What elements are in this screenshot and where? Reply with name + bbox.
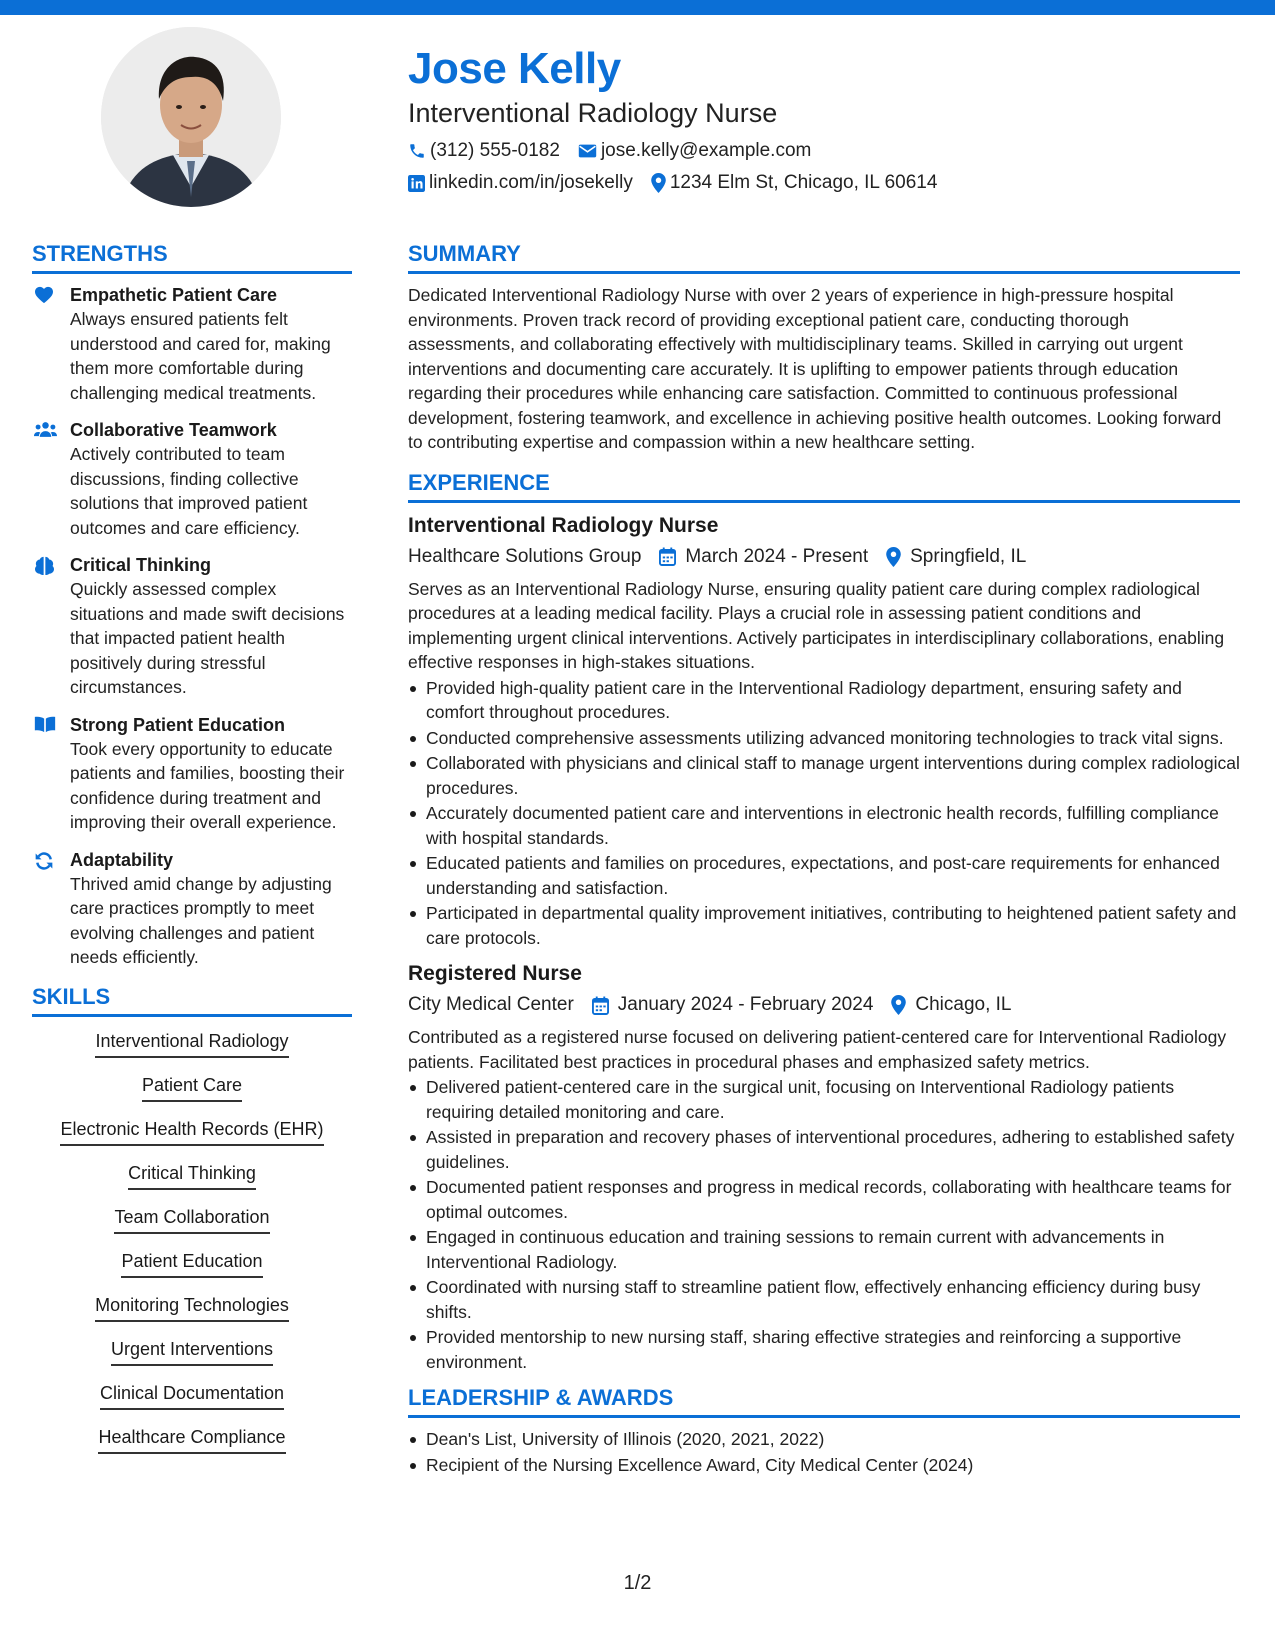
job-location-text: Springfield, IL xyxy=(910,545,1027,567)
skill-tag: Clinical Documentation xyxy=(100,1381,284,1410)
job-company: City Medical Center xyxy=(408,994,574,1015)
strength-title: Collaborative Teamwork xyxy=(70,420,277,440)
strengths-section xyxy=(32,240,352,970)
skill-tag: Team Collaboration xyxy=(114,1205,269,1234)
strength-title: Empathetic Patient Care xyxy=(70,285,278,305)
skill-tag: Monitoring Technologies xyxy=(95,1293,289,1322)
job-title: Interventional Radiology Nurse xyxy=(408,513,719,537)
job-dates xyxy=(659,543,868,571)
job-description: Contributed as a registered nurse focused on delivering patient-centered care for Interventional Radiology patients. Facilitated best practices in procedural phases and emphasized safety metrics. xyxy=(408,1027,1227,1072)
skills-section xyxy=(32,983,352,1469)
strength-title: Adaptability xyxy=(70,849,174,870)
linkedin-text: linkedin.com/in/josekelly xyxy=(429,172,633,193)
job-dates xyxy=(592,991,874,1019)
heart-icon xyxy=(32,283,70,405)
candidate-name: Jose Kelly xyxy=(408,44,621,93)
skill-tag: Healthcare Compliance xyxy=(98,1425,285,1454)
job-bullet: Collaborated with physicians and clinical staff to manage urgent interventions during complex radiological procedures. xyxy=(408,751,1240,800)
email-text: jose.kelly@example.com xyxy=(600,140,812,161)
right-column xyxy=(408,240,1240,1477)
job-location xyxy=(886,543,1026,571)
strength-title: Critical Thinking xyxy=(70,555,212,575)
resume-header xyxy=(408,42,1238,195)
skill-tag: Patient Education xyxy=(121,1249,262,1278)
calendar-icon xyxy=(659,547,676,566)
experience-section xyxy=(408,469,1240,1375)
strengths-heading: STRENGTHS xyxy=(32,240,352,274)
skill-list xyxy=(32,1029,352,1469)
skill-tag: Critical Thinking xyxy=(128,1161,256,1190)
strength-description: Quickly assessed complex situations and made swift decisions that impacted patient health positively during stressful circumstances. xyxy=(70,579,345,697)
award-item: Recipient of the Nursing Excellence Award, City Medical Center (2024) xyxy=(408,1453,1240,1478)
strength-item xyxy=(32,283,352,405)
page-number: 1/2 xyxy=(623,1572,652,1594)
job-dates-text: January 2024 - February 2024 xyxy=(617,994,874,1015)
candidate-title: Interventional Radiology Nurse xyxy=(408,98,778,128)
skill-tag: Urgent Interventions xyxy=(111,1337,273,1366)
book-icon xyxy=(32,713,70,835)
location-pin-icon xyxy=(651,173,666,193)
phone-text: (312) 555-0182 xyxy=(430,140,560,161)
job-location-text: Chicago, IL xyxy=(915,994,1012,1015)
strength-description: Always ensured patients felt understood and cared for, making them more comfortable during challenging medical treatments. xyxy=(70,309,331,403)
job-bullet: Assisted in preparation and recovery phases of interventional procedures, adhering to established safety guidelines. xyxy=(408,1125,1240,1174)
contact-row-2 xyxy=(408,171,1238,195)
job-bullet: Provided high-quality patient care in the Interventional Radiology department, ensuring safety and comfort throughout procedures. xyxy=(408,676,1240,725)
strength-title: Strong Patient Education xyxy=(70,714,286,735)
job-meta xyxy=(408,543,1240,571)
address-text: 1234 Elm St, Chicago, IL 60614 xyxy=(669,172,938,193)
strength-description: Took every opportunity to educate patients and families, boosting their confidence during treatment and improving their overall experience. xyxy=(70,738,345,832)
job-entry xyxy=(408,512,1240,951)
strength-item xyxy=(32,418,352,540)
job-bullet: Engaged in continuous education and training sessions to remain current with advancements in Interventional Radiology. xyxy=(408,1225,1240,1274)
job-bullets xyxy=(408,676,1240,951)
skill-tag: Electronic Health Records (EHR) xyxy=(60,1117,323,1146)
job-bullet: Educated patients and families on procedures, expectations, and post-care requirements for enhanced understanding and satisfaction. xyxy=(408,851,1240,900)
strength-item xyxy=(32,848,352,970)
phone-icon xyxy=(408,142,426,160)
experience-heading: EXPERIENCE xyxy=(408,469,1240,503)
job-entry xyxy=(408,960,1240,1374)
profile-photo xyxy=(101,27,281,207)
envelope-icon xyxy=(578,143,597,159)
job-bullets xyxy=(408,1075,1240,1374)
job-bullet: Provided mentorship to new nursing staff, sharing effective strategies and reinforcing a supportive environment. xyxy=(408,1325,1240,1374)
job-meta xyxy=(408,991,1240,1019)
top-accent-bar xyxy=(0,0,1275,15)
awards-heading: LEADERSHIP & AWARDS xyxy=(408,1384,1240,1418)
address-contact xyxy=(651,171,938,195)
job-dates-text: March 2024 - Present xyxy=(685,545,869,567)
awards-section xyxy=(408,1384,1240,1477)
linkedin-icon xyxy=(408,175,425,192)
skill-tag: Patient Care xyxy=(142,1073,242,1102)
phone-contact[interactable] xyxy=(408,139,560,163)
strength-item xyxy=(32,553,352,700)
strength-item xyxy=(32,713,352,835)
brain-icon xyxy=(32,553,70,700)
calendar-icon xyxy=(592,996,609,1015)
summary-section xyxy=(408,240,1240,455)
job-bullet: Conducted comprehensive assessments utilizing advanced monitoring technologies to track vital signs. xyxy=(408,726,1240,751)
job-title: Registered Nurse xyxy=(408,962,582,985)
awards-list xyxy=(408,1427,1240,1477)
job-bullet: Participated in departmental quality improvement initiatives, contributing to heightened patient safety and care protocols. xyxy=(408,901,1240,950)
email-contact[interactable] xyxy=(578,139,811,163)
job-bullet: Delivered patient-centered care in the surgical unit, focusing on Interventional Radiology patients requiring detailed monitoring and care. xyxy=(408,1075,1240,1124)
award-item: Dean's List, University of Illinois (2020, 2021, 2022) xyxy=(408,1427,1240,1452)
skills-heading: SKILLS xyxy=(32,983,352,1017)
location-pin-icon xyxy=(886,547,901,567)
job-description: Serves as an Interventional Radiology Nurse, ensuring quality patient care during complex radiological procedures at a leading medical facility. Plays a crucial role in assessing patient conditions and implementing urgent clinical interventions. Actively participates in interdisciplinary collaborations, enabling effective responses in high-stakes situations. xyxy=(408,578,1225,672)
job-company: Healthcare Solutions Group xyxy=(408,545,642,567)
job-bullet: Coordinated with nursing staff to streamline patient flow, effectively enhancing efficiency during busy shifts. xyxy=(408,1275,1240,1324)
strength-description: Actively contributed to team discussions, finding collective solutions that improved patient outcomes and care efficiency. xyxy=(70,444,308,538)
contact-row-1 xyxy=(408,139,1238,163)
job-location xyxy=(891,991,1011,1019)
summary-heading: SUMMARY xyxy=(408,240,1240,274)
strength-description: Thrived amid change by adjusting care practices promptly to meet evolving challenges and patient needs efficiently. xyxy=(70,873,332,967)
location-pin-icon xyxy=(891,995,906,1015)
users-icon xyxy=(32,418,70,540)
left-column xyxy=(32,240,352,1469)
sync-icon xyxy=(32,848,70,970)
job-bullet: Accurately documented patient care and interventions in electronic health records, fulfilling compliance with hospital standards. xyxy=(408,801,1240,850)
linkedin-contact[interactable] xyxy=(408,171,633,195)
summary-text: Dedicated Interventional Radiology Nurse with over 2 years of experience in high-pressure hospital environments. Proven track record of providing exceptional patient care, conducting thorough assessments, and collaborating effectively with multidisciplinary teams. Skilled in carrying out urgent interventions and documenting care accurately. It is uplifting to empower patients through education regarding their procedures while enhancing care satisfaction. Committed to continuous professional development, fostering teamwork, and excellence in achieving positive health outcomes. Looking forward to contributing expertise and compassion within a new healthcare setting. xyxy=(408,285,1222,452)
job-bullet: Documented patient responses and progress in medical records, collaborating with healthcare teams for optimal outcomes. xyxy=(408,1175,1240,1224)
skill-tag: Interventional Radiology xyxy=(95,1029,288,1058)
